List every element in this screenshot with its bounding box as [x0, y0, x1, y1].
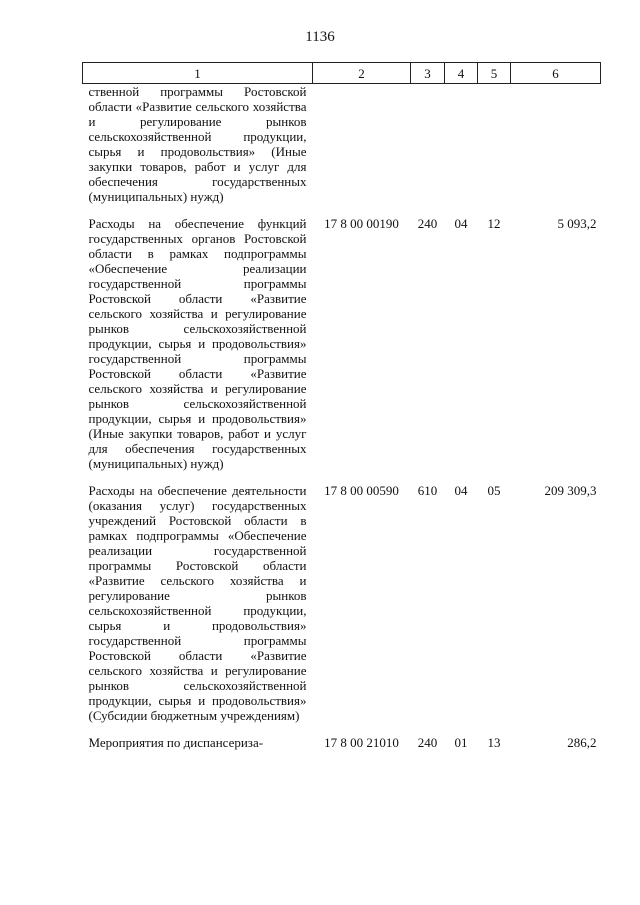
row-subsection: 13	[487, 735, 501, 750]
row-expense-type: 610	[417, 483, 438, 498]
row-section	[445, 84, 478, 205]
row-description: ственной программы Ростовской области «Развитие сельского хозяйства и регулирование рынков сельскохозяйственной продукции, сырья и продовольствия» (Иные закупки товаров, работ и услуг для обеспечения государственных (муниципальных) нужд)	[88, 84, 307, 204]
row-target-code: 17 8 00 00590	[324, 483, 399, 498]
row-amount	[511, 84, 601, 205]
row-description: Расходы на обеспечение функций государственных органов Ростовской области в рамках подпрограммы «Обеспечение реализации государственной программы Ростовской области «Развитие сельского хозяйства и регулирование рынков сельскохозяйственной продукции, сырья и продовольствия» государственной программы Ростовской области «Развитие сельского хозяйства и регулирование рынков сельскохозяйственной продукции, сырья и продовольствия» (Иные закупки товаров, работ и услуг для обеспечения государственных (муниципальных) нужд)	[88, 216, 307, 471]
row-subsection: 12	[487, 216, 501, 231]
column-header-4: 4	[445, 63, 478, 84]
table-row	[83, 471, 601, 723]
column-header-3: 3	[411, 63, 445, 84]
table-row	[83, 723, 601, 750]
budget-table	[82, 62, 601, 750]
row-section: 04	[454, 483, 468, 498]
row-subsection: 05	[487, 483, 501, 498]
row-target-code	[313, 84, 411, 205]
row-description: Расходы на обеспечение деятельности (оказания услуг) государственных учреждений Ростовской области в рамках подпрограммы «Обеспечение реализации государственной программы Ростовской области «Развитие сельского хозяйства и регулирование рынков сельскохозяйственной продукции, сырья и продовольствия» государственной программы Ростовской области «Развитие сельского хозяйства и регулирование рынков сельскохозяйственной продукции, сырья и продовольствия» (Субсидии бюджетным учреждениям)	[88, 483, 307, 723]
column-header-5: 5	[478, 63, 511, 84]
row-amount: 286,2	[567, 735, 597, 750]
row-section: 04	[454, 216, 468, 231]
row-expense-type	[411, 84, 445, 205]
row-expense-type: 240	[417, 216, 438, 231]
row-amount: 5 093,2	[557, 216, 597, 231]
row-target-code: 17 8 00 00190	[324, 216, 399, 231]
column-header-6: 6	[511, 63, 601, 84]
table-row	[83, 84, 601, 205]
row-target-code: 17 8 00 21010	[324, 735, 399, 750]
page-number: 1136	[305, 29, 335, 45]
table-header-row	[83, 63, 601, 84]
column-header-1: 1	[83, 63, 313, 84]
row-section: 01	[454, 735, 468, 750]
table-row	[83, 204, 601, 471]
row-expense-type: 240	[417, 735, 438, 750]
row-amount: 209 309,3	[544, 483, 597, 498]
row-description: Мероприятия по диспансериза-	[88, 735, 264, 750]
column-header-2: 2	[313, 63, 411, 84]
row-subsection	[478, 84, 511, 205]
